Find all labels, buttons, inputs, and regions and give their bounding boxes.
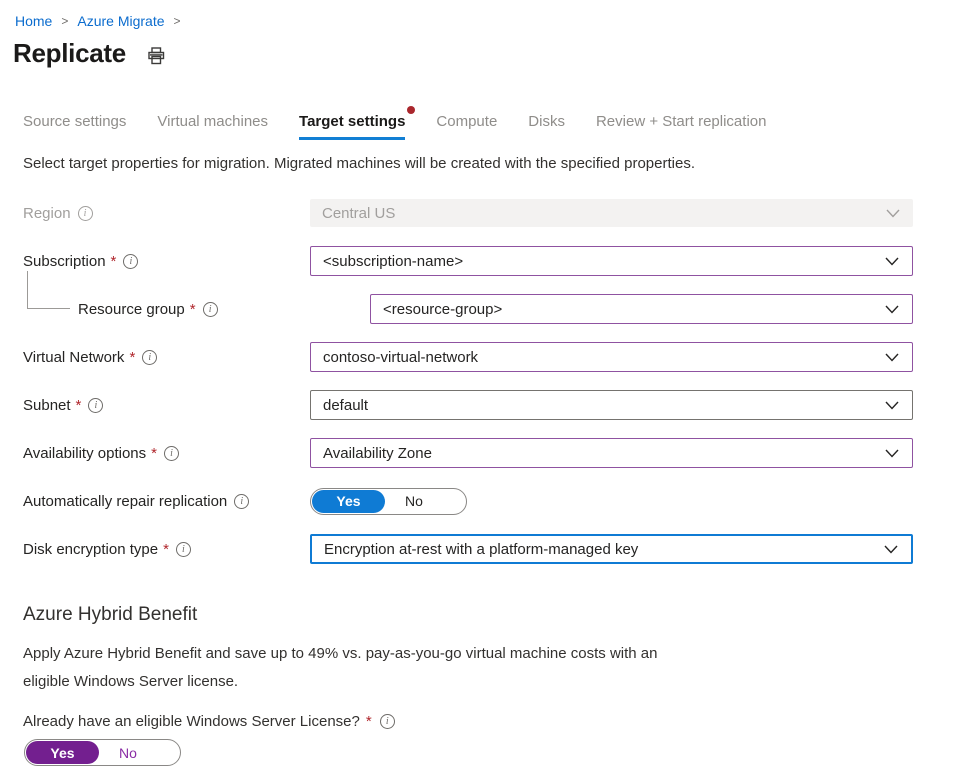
resource-group-select[interactable]: [370, 294, 913, 324]
hybrid-benefit-heading: Azure Hybrid Benefit: [23, 604, 198, 625]
windows-license-question-row: [23, 713, 956, 730]
region-value: Central US: [322, 204, 396, 222]
tab-review-start-replication[interactable]: Review + Start replication: [595, 113, 767, 130]
breadcrumb-separator-icon: >: [61, 14, 69, 28]
required-marker: *: [75, 396, 82, 414]
windows-license-no-button[interactable]: No: [119, 744, 137, 761]
subnet-label-text: Subnet: [23, 396, 71, 414]
info-icon[interactable]: i: [78, 206, 93, 221]
disk-encryption-row: [23, 534, 956, 564]
tab-source-settings[interactable]: Source settings: [23, 113, 127, 130]
required-marker: *: [151, 444, 157, 462]
disk-encryption-label-text: Disk encryption type: [23, 540, 159, 558]
required-marker: *: [110, 252, 117, 270]
auto-repair-label-text: Automatically repair replication: [23, 492, 228, 510]
target-settings-form: [0, 198, 956, 564]
required-marker: *: [189, 300, 196, 318]
changes-pending-dot: [407, 106, 415, 114]
virtual-network-label: [23, 349, 310, 366]
tab-target-settings[interactable]: [299, 113, 405, 140]
required-marker: *: [163, 540, 169, 558]
chevron-down-icon: [885, 305, 899, 314]
region-select: [310, 199, 913, 227]
print-icon[interactable]: [146, 46, 166, 66]
disk-encryption-label: [23, 541, 310, 558]
info-icon[interactable]: i: [164, 446, 179, 461]
region-row: [23, 198, 956, 228]
info-icon[interactable]: i: [123, 254, 138, 269]
windows-license-question-text: Already have an eligible Windows Server License?: [23, 713, 360, 730]
subnet-select[interactable]: [310, 390, 913, 420]
availability-options-select[interactable]: [310, 438, 913, 468]
info-icon[interactable]: i: [203, 302, 218, 317]
subscription-label-text: Subscription: [23, 252, 106, 270]
breadcrumb-link-home[interactable]: Home: [15, 13, 53, 29]
virtual-network-label-text: Virtual Network: [23, 348, 125, 366]
tab-compute[interactable]: Compute: [436, 113, 498, 130]
disk-encryption-select[interactable]: [310, 534, 913, 564]
chevron-down-icon: [886, 209, 900, 218]
hybrid-benefit-description: Apply Azure Hybrid Benefit and save up to 49% vs. pay-as-you-go virtual machine costs with an eligible Windows Server license.: [23, 645, 658, 690]
availability-options-label: [23, 445, 310, 462]
chevron-down-icon: [884, 545, 898, 554]
info-icon[interactable]: i: [142, 350, 157, 365]
resource-group-row: [23, 294, 956, 324]
subnet-label: [23, 397, 310, 414]
tab-target-settings-label: Target settings: [299, 113, 406, 130]
required-marker: *: [365, 713, 372, 730]
availability-options-row: [23, 438, 956, 468]
chevron-down-icon: [885, 257, 899, 266]
chevron-down-icon: [885, 449, 899, 458]
availability-options-value: Availability Zone: [323, 444, 432, 462]
windows-license-yes-button[interactable]: Yes: [26, 741, 99, 764]
info-icon[interactable]: i: [380, 714, 395, 729]
windows-license-toggle: [24, 739, 181, 766]
auto-repair-label: [23, 493, 310, 510]
subscription-select[interactable]: [310, 246, 913, 276]
breadcrumb-link-azure-migrate[interactable]: Azure Migrate: [77, 13, 165, 29]
tab-bar: [23, 113, 956, 140]
info-icon[interactable]: i: [234, 494, 249, 509]
tree-connector-line: [27, 271, 70, 309]
subscription-label: [23, 253, 310, 270]
auto-repair-row: [23, 486, 956, 516]
title-row: [0, 29, 956, 69]
subnet-value: default: [323, 396, 369, 414]
page-title: Replicate: [13, 38, 126, 68]
breadcrumb: [0, 0, 956, 29]
subnet-row: [23, 390, 956, 420]
tab-disks[interactable]: Disks: [528, 113, 565, 130]
chevron-down-icon: [885, 353, 899, 362]
info-icon[interactable]: i: [176, 542, 191, 557]
resource-group-label-text: Resource group: [78, 300, 185, 318]
virtual-network-value: contoso-virtual-network: [323, 348, 479, 366]
chevron-down-icon: [885, 401, 899, 410]
virtual-network-row: [23, 342, 956, 372]
info-icon[interactable]: i: [88, 398, 103, 413]
resource-group-value: <resource-group>: [383, 300, 503, 318]
subscription-value: <subscription-name>: [323, 252, 464, 270]
virtual-network-select[interactable]: [310, 342, 913, 372]
region-label-text: Region: [23, 204, 71, 222]
tab-virtual-machines[interactable]: Virtual machines: [157, 113, 269, 130]
disk-encryption-value: Encryption at-rest with a platform-managed key: [324, 540, 639, 558]
availability-options-label-text: Availability options: [23, 444, 147, 462]
subscription-row: [23, 246, 956, 276]
auto-repair-toggle: [310, 488, 467, 515]
required-marker: *: [129, 348, 136, 366]
breadcrumb-separator-icon: >: [173, 14, 181, 28]
tab-description: Select target properties for migration. Migrated machines will be created with the specified properties.: [23, 155, 695, 172]
region-label: [23, 205, 310, 222]
auto-repair-yes-button[interactable]: Yes: [312, 490, 385, 513]
auto-repair-no-button[interactable]: No: [405, 493, 423, 509]
